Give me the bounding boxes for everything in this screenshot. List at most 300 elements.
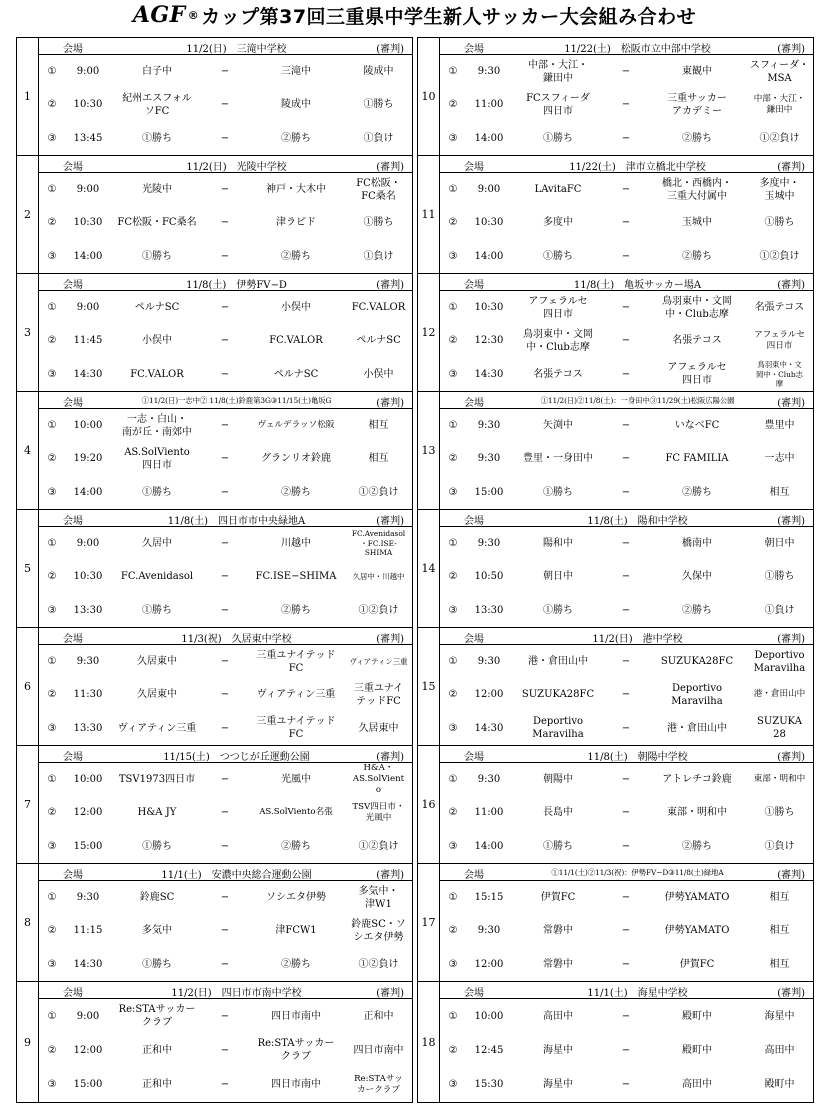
match-number: ① (47, 66, 57, 78)
kickoff-time: 14:30 (474, 722, 504, 734)
team-away (247, 183, 345, 196)
match-row (440, 527, 813, 560)
team-away (648, 132, 746, 145)
referee (746, 689, 813, 700)
kickoff-time: 9:00 (76, 1010, 100, 1022)
team-home-line: 常磐中 (543, 958, 573, 970)
referee (345, 529, 412, 558)
venue-row (39, 982, 412, 999)
team-home-line: 白子中 (142, 66, 172, 78)
versus-dash: − (621, 368, 631, 380)
referee-line: 三重ユナイ (353, 682, 404, 694)
referee-line: ①負け (764, 840, 795, 852)
referee-label: (審判) (777, 988, 805, 999)
kickoff-time: 12:45 (474, 1044, 504, 1056)
match-number: ① (448, 302, 458, 314)
referee-line: 中部・大江・ (753, 93, 806, 104)
referee (746, 132, 813, 145)
group-number: 15 (418, 628, 440, 745)
team-home (512, 419, 604, 432)
match-number: ② (47, 453, 57, 465)
versus-dash: − (220, 656, 230, 668)
team-away-line: 三重ユナイテッド (256, 649, 336, 661)
match-row (39, 712, 412, 745)
venue-row (39, 864, 412, 881)
team-away (247, 537, 345, 550)
match-number: ① (47, 184, 57, 196)
team-away (247, 715, 345, 741)
match-number: ② (448, 335, 458, 347)
referee (345, 682, 412, 708)
kickoff-time: 13:30 (73, 722, 103, 734)
venue-label: 会場 (464, 280, 484, 291)
team-away-line: ②勝ち (281, 840, 311, 852)
kickoff-time: 9:30 (477, 538, 501, 550)
team-away-line: 高田中 (682, 1079, 712, 1091)
match-number: ③ (448, 840, 458, 852)
team-away (648, 1078, 746, 1091)
kickoff-time: 14:00 (73, 486, 103, 498)
match-number: ② (448, 689, 458, 701)
versus-dash: − (621, 335, 631, 347)
match-number: ② (47, 807, 57, 819)
team-away-line: アカデミー (672, 105, 722, 117)
team-away-line: ②勝ち (281, 486, 311, 498)
team-away (648, 570, 746, 583)
kickoff-time: 15:00 (73, 840, 103, 852)
venue-label: 会場 (63, 162, 83, 173)
team-away-line: Maravilha (671, 695, 723, 707)
venue-row (39, 156, 412, 173)
team-home (111, 446, 203, 472)
match-number: ② (47, 99, 57, 111)
venue-label: 会場 (63, 752, 83, 763)
team-home (512, 92, 604, 118)
referee-line: 東部・明和中 (753, 774, 806, 785)
team-away (648, 1044, 746, 1057)
venue-label: 会場 (464, 398, 484, 409)
match-number: ② (448, 1044, 458, 1056)
team-away (648, 177, 746, 203)
venue-date: 11/8(土) 陽和中学校 (587, 516, 688, 527)
venue-label: 会場 (464, 870, 484, 881)
match-row (440, 881, 813, 914)
team-home (512, 486, 604, 499)
match-number: ③ (47, 1079, 57, 1091)
match-group (418, 746, 813, 864)
kickoff-time: 9:30 (477, 66, 501, 78)
team-away-line: 東観中 (682, 66, 712, 78)
match-number: ② (448, 453, 458, 465)
referee-line: 玉城中 (764, 190, 795, 202)
kickoff-time: 14:30 (474, 368, 504, 380)
team-away-line: 小俣中 (281, 302, 311, 314)
team-away (648, 722, 746, 735)
team-home-line: ①勝ち (142, 840, 172, 852)
team-away (247, 216, 345, 229)
team-away (247, 924, 345, 937)
referee (746, 840, 813, 853)
team-away-line: 鳥羽東中・文岡 (662, 295, 732, 307)
team-away-line: ヴィアティン三重 (256, 689, 336, 701)
venue-date: 11/2(日) 港中学校 (592, 634, 683, 645)
group-number: 6 (17, 628, 39, 745)
match-number: ③ (448, 1079, 458, 1091)
match-number: ③ (448, 604, 458, 616)
team-away (648, 840, 746, 853)
referee-line: 正和中 (363, 1010, 394, 1022)
match-row (39, 1033, 412, 1067)
referee-line: 鎌田中 (766, 104, 793, 115)
referee (746, 604, 813, 617)
versus-dash: − (621, 892, 631, 904)
team-away-line: 玉城中 (682, 217, 712, 229)
team-home-line: H&A JY (137, 807, 177, 819)
team-home-line: ①勝ち (543, 604, 573, 616)
team-away-line: アトレチコ鈴鹿 (662, 774, 732, 786)
match-row (440, 88, 813, 121)
versus-dash: − (220, 368, 230, 380)
team-home (512, 655, 604, 668)
team-home (111, 1003, 203, 1029)
kickoff-time: 15:15 (474, 892, 504, 904)
referee-line: ①②負け (759, 250, 800, 262)
match-row (39, 291, 412, 324)
kickoff-time: 9:30 (477, 925, 501, 937)
team-away (648, 537, 746, 550)
group-number: 17 (418, 864, 440, 981)
team-home-line: 名張テコス (533, 368, 583, 380)
match-group (17, 392, 412, 510)
group-number: 12 (418, 274, 440, 391)
team-home-line: 久居東中 (137, 689, 177, 701)
match-row (440, 1068, 813, 1102)
team-away (648, 334, 746, 347)
team-away-line: AS.SolViento名張 (259, 807, 333, 818)
match-number: ③ (448, 250, 458, 262)
team-home-line: 常磐中 (543, 925, 573, 937)
kickoff-time: 9:00 (76, 66, 100, 78)
team-away-line: ソシエタ伊勢 (266, 892, 326, 904)
referee-line: 殿町中 (764, 1079, 795, 1091)
versus-dash: − (220, 250, 230, 262)
referee-line: ①②負け (358, 604, 399, 616)
versus-dash: − (220, 132, 230, 144)
venue-label: 会場 (63, 634, 83, 645)
versus-dash: − (621, 453, 631, 465)
match-row (39, 173, 412, 206)
team-away (648, 958, 746, 971)
referee-line: 相互 (769, 486, 790, 498)
versus-dash: − (621, 132, 631, 144)
versus-dash: − (220, 722, 230, 734)
team-home (111, 688, 203, 701)
match-row (39, 948, 412, 981)
versus-dash: − (621, 774, 631, 786)
team-home (111, 806, 203, 819)
match-number: ① (47, 774, 57, 786)
team-away (648, 486, 746, 499)
team-home (111, 413, 203, 439)
match-group (418, 156, 813, 274)
match-row (39, 645, 412, 678)
versus-dash: − (621, 538, 631, 550)
group-number: 8 (17, 864, 39, 981)
team-home-line: ①勝ち (543, 486, 573, 498)
team-away-line: ②勝ち (682, 604, 712, 616)
match-number: ③ (47, 250, 57, 262)
team-away-line: ②勝ち (281, 250, 311, 262)
team-away-line: 津ラピド (276, 217, 316, 229)
match-row (440, 442, 813, 475)
team-home-line: Maravilha (532, 729, 584, 741)
kickoff-time: 9:30 (477, 656, 501, 668)
match-row (440, 763, 813, 796)
team-home-line: FC.VALOR (130, 368, 184, 380)
team-away (648, 92, 746, 118)
venue-row (39, 628, 412, 645)
match-row (39, 678, 412, 711)
referee-line: ①②負け (358, 958, 399, 970)
team-home (111, 1044, 203, 1057)
team-away-line: 四日市南中 (271, 1010, 321, 1022)
kickoff-time: 9:00 (76, 538, 100, 550)
referee-label: (審判) (777, 752, 805, 763)
team-home-line: ①勝ち (543, 132, 573, 144)
agf-logo: AGF (132, 2, 186, 28)
venue-row (440, 274, 813, 291)
versus-dash: − (621, 420, 631, 432)
venue-date: 11/3(祝) 久居東中学校 (181, 634, 292, 645)
kickoff-time: 10:00 (474, 1010, 504, 1022)
referee-label: (審判) (376, 634, 404, 645)
match-row (440, 712, 813, 745)
venue-row (440, 38, 813, 55)
team-away-line: 名張テコス (672, 335, 722, 347)
referee-line: 光風中 (365, 812, 392, 823)
match-number: ③ (47, 368, 57, 380)
match-group (17, 38, 412, 156)
referee-line: AS.SolVient (352, 774, 405, 785)
referee-label: (審判) (376, 44, 404, 55)
venue-date: 11/22(土) 松阪市立中部中学校 (564, 44, 711, 55)
team-home-line: FC松阪・FC桑名 (117, 217, 197, 229)
team-away-line: FC FAMILIA (665, 453, 729, 465)
team-home (111, 891, 203, 904)
match-number: ③ (47, 958, 57, 970)
team-away (648, 655, 746, 668)
team-away-line: ②勝ち (682, 486, 712, 498)
team-home (512, 295, 604, 321)
referee-label: (審判) (376, 398, 404, 409)
team-away-line: ②勝ち (281, 132, 311, 144)
kickoff-time: 13:45 (73, 132, 103, 144)
referee (345, 763, 412, 796)
group-body (440, 746, 813, 863)
venue-label: 会場 (464, 988, 484, 999)
referee-line: 朝日中 (764, 538, 795, 550)
versus-dash: − (220, 892, 230, 904)
versus-dash: − (220, 1044, 230, 1056)
referee (345, 301, 412, 314)
team-away-line: 橋北・西橋内・ (662, 177, 732, 189)
group-body (440, 274, 813, 391)
referee-line: 港・倉田山中 (753, 689, 806, 700)
team-home (111, 958, 203, 971)
referee-line: FC松阪・ (356, 177, 401, 189)
venue-row (39, 510, 412, 527)
venue-date: 11/8(土) 四日市市中央緑地A (167, 516, 306, 527)
versus-dash: − (220, 604, 230, 616)
team-away-line: Re:STAサッカー (257, 1038, 335, 1050)
team-home-line: ソFC (144, 105, 170, 117)
versus-dash: − (220, 66, 230, 78)
team-away (247, 132, 345, 145)
team-away (648, 806, 746, 819)
referee-line: MSA (767, 72, 792, 84)
versus-dash: − (220, 689, 230, 701)
team-home (512, 806, 604, 819)
match-group (17, 510, 412, 628)
referee (345, 368, 412, 381)
team-away-line: 神戸・大木中 (266, 184, 326, 196)
referee-line: ①②負け (759, 132, 800, 144)
team-home-line: 正和中 (142, 1044, 172, 1056)
team-home-line: 矢渕中 (543, 420, 573, 432)
group-body (39, 392, 412, 509)
match-number: ① (47, 892, 57, 904)
team-away (247, 486, 345, 499)
team-home (111, 486, 203, 499)
match-group (17, 746, 412, 864)
kickoff-time: 11:00 (474, 99, 504, 111)
team-home (111, 92, 203, 118)
referee-line: 名張テコス (754, 302, 805, 314)
venue-row (440, 510, 813, 527)
team-home (111, 570, 203, 583)
match-group (17, 156, 412, 274)
kickoff-time: 13:30 (73, 604, 103, 616)
team-away-line: 四日市 (682, 375, 712, 387)
match-row (39, 594, 412, 627)
kickoff-time: 9:30 (477, 420, 501, 432)
team-home-line: ①勝ち (543, 250, 573, 262)
kickoff-time: 15:30 (474, 1079, 504, 1091)
match-number: ② (47, 571, 57, 583)
referee-line: 小俣中 (363, 368, 394, 380)
versus-dash: − (220, 774, 230, 786)
team-away-line: FC.VALOR (269, 335, 323, 347)
referee (345, 722, 412, 735)
team-away-line: FC (288, 729, 304, 741)
match-number: ① (448, 420, 458, 432)
referee (746, 216, 813, 229)
team-away (247, 958, 345, 971)
team-away (247, 773, 345, 786)
venue-date: ①11/2(日)②11/8(土)：一身田中③11/29(土)松阪広陽公園 (540, 396, 735, 405)
match-row (39, 914, 412, 947)
team-home (512, 688, 604, 701)
referee-label: (審判) (777, 44, 805, 55)
match-group (418, 982, 813, 1102)
match-number: ① (47, 302, 57, 314)
group-body (39, 628, 412, 745)
match-row (440, 1033, 813, 1067)
match-group (418, 628, 813, 746)
team-away (247, 604, 345, 617)
team-home-line: 多度中 (543, 217, 573, 229)
referee (345, 1074, 412, 1096)
referee (345, 657, 412, 667)
group-body (39, 746, 412, 863)
referee-line: H&A・ (363, 763, 394, 774)
group-body (440, 38, 813, 155)
kickoff-time: 11:15 (73, 925, 103, 937)
versus-dash: − (220, 99, 230, 111)
team-home-line: 鎌田中 (543, 72, 573, 84)
team-home-line: 四日市 (543, 308, 573, 320)
versus-dash: − (621, 689, 631, 701)
team-away (247, 98, 345, 111)
team-home-line: 鈴鹿SC (139, 892, 175, 904)
team-away (247, 301, 345, 314)
referee (345, 334, 412, 347)
team-home-line: ①勝ち (142, 132, 172, 144)
referee-line: 多気中・ (358, 885, 399, 897)
team-home (512, 216, 604, 229)
team-away-line: 殿町中 (682, 1044, 712, 1056)
team-away (247, 649, 345, 675)
match-row (39, 881, 412, 914)
team-away (247, 65, 345, 78)
venue-row (440, 392, 813, 409)
team-home (512, 1044, 604, 1057)
kickoff-time: 15:00 (73, 1079, 103, 1091)
team-away (648, 924, 746, 937)
referee (746, 452, 813, 465)
referee (746, 806, 813, 819)
team-home-line: 朝陽中 (543, 774, 573, 786)
referee (345, 572, 412, 582)
versus-dash: − (220, 335, 230, 347)
team-home-line: 港・倉田山中 (528, 656, 588, 668)
venue-date: ①11/2(日)一志中② 11/8(土)鈴鹿第3G③11/15(土)亀坂G (141, 396, 332, 405)
team-away-line: FC (288, 662, 304, 674)
match-group (418, 274, 813, 392)
versus-dash: − (621, 604, 631, 616)
team-away-line: ②勝ち (682, 132, 712, 144)
team-home (512, 250, 604, 263)
team-home (512, 183, 604, 196)
match-number: ② (448, 807, 458, 819)
match-group (418, 38, 813, 156)
group-number: 13 (418, 392, 440, 509)
team-away-line: 三重大付属中 (667, 190, 727, 202)
referee-line: Maravilha (753, 662, 806, 674)
group-number: 7 (17, 746, 39, 863)
team-home (111, 924, 203, 937)
referee (746, 1044, 813, 1057)
team-home-line: 鳥羽東中・文岡 (523, 328, 593, 340)
referee (746, 59, 813, 85)
team-away (648, 682, 746, 708)
group-body (440, 156, 813, 273)
referee-line: ・FC.ISE- (360, 538, 397, 548)
venue-row (440, 156, 813, 173)
match-row (39, 830, 412, 863)
team-home-line: 正和中 (142, 1079, 172, 1091)
team-away-line: 三重ユナイテッド (256, 716, 336, 728)
